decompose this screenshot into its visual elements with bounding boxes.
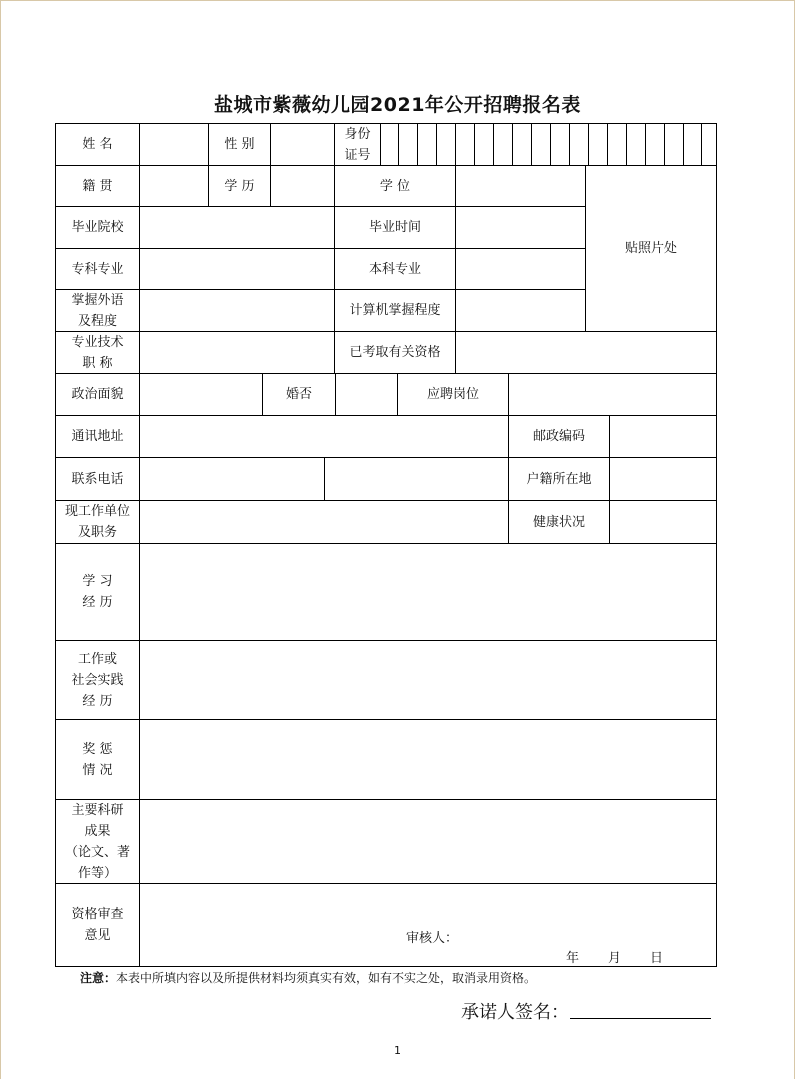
label-study-history: 学 习 经 历 [56, 544, 140, 641]
label-political-status: 政治面貌 [56, 374, 140, 416]
education-field[interactable] [271, 166, 335, 207]
qualifications-field[interactable] [456, 332, 716, 374]
label-work-history: 工作或 社会实践 经 历 [56, 641, 140, 720]
label-grad-time: 毕业时间 [335, 207, 456, 249]
research-field[interactable] [140, 800, 716, 884]
label-education: 学 历 [209, 166, 271, 207]
id-digit-divider [398, 124, 399, 166]
awards-field[interactable] [140, 720, 716, 800]
notice-text: 本表中所填内容以及所提供材料均须真实有效，如有不实之处，取消录用资格。 [116, 971, 537, 985]
reviewer-label: 审核人： [406, 931, 459, 946]
label-gender: 性 别 [209, 124, 271, 166]
label-id-number: 身份 证号 [335, 124, 381, 166]
notice-prefix: 注意： [80, 971, 117, 985]
id-digit-divider [512, 124, 513, 166]
signature-label: 承诺人签名： [461, 1002, 569, 1023]
label-workplace: 现工作单位 及职务 [56, 501, 140, 544]
label-bachelor-major: 本科专业 [335, 249, 456, 290]
id-digit-divider [569, 124, 570, 166]
date-year: 年 [566, 951, 580, 966]
postcode-field[interactable] [610, 416, 716, 458]
junior-major-field[interactable] [140, 249, 335, 290]
label-computer-skill: 计算机掌握程度 [335, 290, 456, 332]
foreign-language-field[interactable] [140, 290, 335, 332]
form-title: 盐城市紫薇幼儿园2021年公开招聘报名表 [214, 94, 581, 116]
computer-skill-field[interactable] [456, 290, 586, 332]
workplace-field[interactable] [140, 501, 509, 544]
label-position: 应聘岗位 [398, 374, 509, 416]
id-digit-divider [417, 124, 418, 166]
label-research: 主要科研 成果 （论文、著 作等） [56, 800, 140, 884]
label-health: 健康状况 [509, 501, 610, 544]
grad-time-field[interactable] [456, 207, 586, 249]
registration-form-table [55, 123, 717, 967]
tech-title-field[interactable] [140, 332, 335, 374]
id-digit-divider [455, 124, 456, 166]
id-digit-divider [607, 124, 608, 166]
bachelor-major-field[interactable] [456, 249, 586, 290]
label-school: 毕业院校 [56, 207, 140, 249]
label-qualifications: 已考取有关资格 [335, 332, 456, 374]
notice [80, 969, 536, 986]
position-field[interactable] [509, 374, 716, 416]
id-digit-divider [683, 124, 684, 166]
label-hukou: 户籍所在地 [509, 458, 610, 501]
name-field[interactable] [140, 124, 209, 166]
label-name: 姓 名 [56, 124, 140, 166]
id-digit-divider [531, 124, 532, 166]
id-digit-divider [550, 124, 551, 166]
id-number-field[interactable] [381, 124, 716, 166]
study-history-field[interactable] [140, 544, 716, 641]
id-digit-divider [645, 124, 646, 166]
photo-area[interactable]: 贴照片处 [586, 166, 716, 332]
degree-field[interactable] [456, 166, 586, 207]
label-junior-major: 专科专业 [56, 249, 140, 290]
id-digit-divider [588, 124, 589, 166]
marital-field[interactable] [336, 374, 398, 416]
school-field[interactable] [140, 207, 335, 249]
label-tech-title: 专业技术 职 称 [56, 332, 140, 374]
phone-field-extra[interactable] [325, 458, 509, 501]
political-status-field[interactable] [140, 374, 263, 416]
signature-line[interactable] [570, 1018, 711, 1019]
page-number: 1 [394, 1044, 401, 1057]
origin-field[interactable] [140, 166, 209, 207]
phone-field[interactable] [140, 458, 325, 501]
label-postcode: 邮政编码 [509, 416, 610, 458]
id-digit-divider [493, 124, 494, 166]
hukou-field[interactable] [610, 458, 716, 501]
id-digit-divider [436, 124, 437, 166]
review-opinion-field[interactable] [140, 884, 716, 966]
id-digit-divider [664, 124, 665, 166]
work-history-field[interactable] [140, 641, 716, 720]
date-day: 日 [650, 951, 664, 966]
label-phone: 联系电话 [56, 458, 140, 501]
id-digit-divider [701, 124, 702, 166]
id-digit-divider [626, 124, 627, 166]
health-field[interactable] [610, 501, 716, 544]
id-digit-divider [474, 124, 475, 166]
label-awards: 奖 惩 情 况 [56, 720, 140, 800]
label-marital: 婚否 [263, 374, 336, 416]
label-address: 通讯地址 [56, 416, 140, 458]
label-review-opinion: 资格审查 意见 [56, 884, 140, 966]
gender-field[interactable] [271, 124, 335, 166]
label-foreign-language: 掌握外语 及程度 [56, 290, 140, 332]
label-degree: 学 位 [335, 166, 456, 207]
date-month: 月 [608, 951, 622, 966]
address-field[interactable] [140, 416, 509, 458]
label-origin: 籍 贯 [56, 166, 140, 207]
